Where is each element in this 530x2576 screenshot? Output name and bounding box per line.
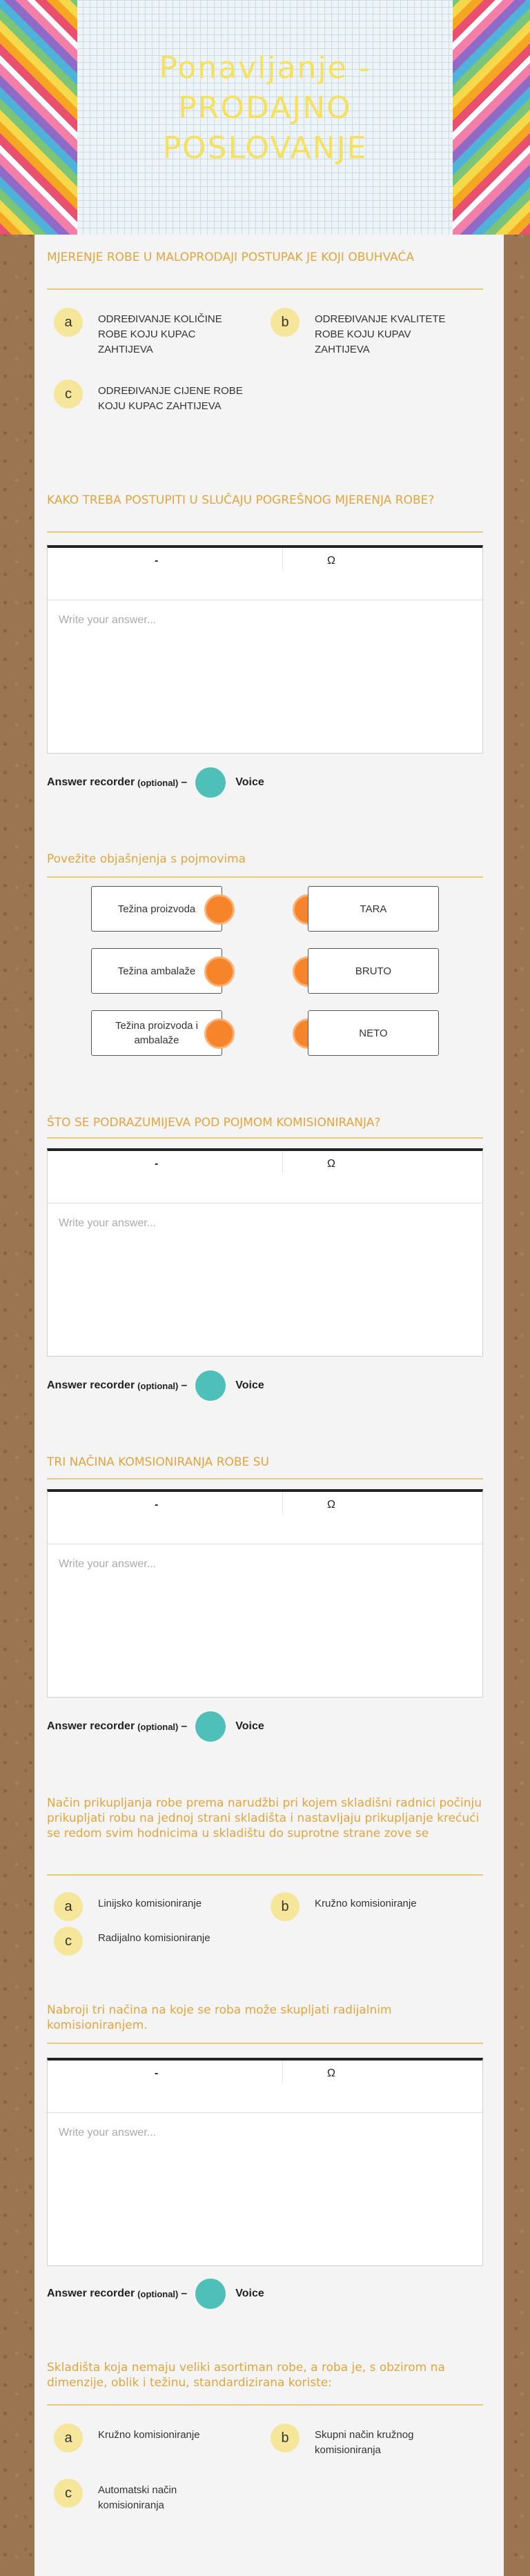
option-text: Kružno komisioniranje [315, 1898, 417, 1909]
option-text: Skupni način kružnog komisioniranja [315, 2429, 414, 2456]
match-left-1-dot[interactable] [204, 894, 235, 925]
option-letter-b: b [271, 1892, 300, 1921]
recorder-optional: (optional) [137, 777, 179, 788]
question-7-answer-recorder [47, 2279, 264, 2309]
question-6-option-a[interactable] [54, 1896, 243, 1921]
answer-placeholder: Write your answer... [59, 2127, 157, 2139]
answer-placeholder: Write your answer... [59, 1558, 157, 1570]
match-right-3[interactable] [308, 1010, 439, 1056]
toolbar-dash-button[interactable]: - [155, 555, 159, 567]
question-4-divider [47, 1137, 483, 1139]
question-5-answer-box[interactable] [47, 1489, 483, 1698]
recorder-label: Answer recorder [47, 776, 135, 788]
chevron-pattern-left [0, 0, 77, 235]
question-4-title: ŠTO SE PODRAZUMIJEVA POD POJMOM KOMISIONIRANJA? [47, 1116, 381, 1130]
record-button[interactable] [195, 1711, 226, 1742]
record-button[interactable] [195, 767, 226, 798]
editor-toolbar [48, 1151, 482, 1203]
option-letter-a: a [54, 308, 83, 337]
toolbar-dash-button[interactable]: - [155, 1499, 159, 1511]
toolbar-dash-button[interactable]: - [155, 2067, 159, 2079]
editor-toolbar [48, 1492, 482, 1544]
option-letter-c: c [54, 1927, 83, 1956]
recorder-dash: – [181, 776, 188, 788]
option-letter-b: b [271, 2423, 300, 2452]
question-6-title: Način prikupljanja robe prema narudžbi pri kojem skladišni radnici počinju prikupljati robu na jednoj strani skladišta i nastavljaju prikupljanje krećući se redom svim hodnicima u skladištu do suprotne strane zove se [47, 1796, 482, 1840]
match-right-1-text: TARA [360, 903, 387, 915]
question-5-answer-recorder [47, 1711, 264, 1742]
recorder-dash: – [181, 2288, 188, 2299]
option-text: Linijsko komisioniranje [98, 1898, 202, 1909]
answer-placeholder: Write your answer... [59, 1217, 157, 1229]
question-8-option-a[interactable] [54, 2428, 243, 2452]
editor-toolbar [48, 2061, 482, 2113]
voice-label: Voice [235, 776, 264, 788]
match-right-1[interactable] [308, 886, 439, 932]
editor-toolbar [48, 548, 482, 600]
question-6-option-b[interactable] [271, 1896, 460, 1921]
omega-icon[interactable]: Ω [327, 1158, 335, 1170]
question-4-answer-recorder [47, 1370, 264, 1401]
option-letter-b: b [271, 308, 300, 337]
question-7-title: Nabroji tri načina na koje se roba može skupljati radijalnim komisioniranjem. [47, 2003, 392, 2032]
recorder-label: Answer recorder [47, 1379, 135, 1391]
question-2-answer-box[interactable] [47, 545, 483, 754]
match-right-3-text: NETO [359, 1027, 388, 1039]
option-text: ODREĐIVANJE KVALITETE ROBE KOJU KUPAV ZAHTIJEVA [315, 313, 446, 355]
question-7-answer-box[interactable] [47, 2058, 483, 2266]
match-left-3-dot[interactable] [204, 1019, 235, 1049]
question-2-title: KAKO TREBA POSTUPITI U SLUČAJU POGREŠNOG MJERENJA ROBE? [47, 493, 435, 507]
option-text: Kružno komisioniranje [98, 2429, 200, 2441]
chevron-pattern-right [453, 0, 530, 235]
match-left-1-text: Težina proizvoda [117, 903, 196, 915]
question-1-divider [47, 288, 483, 290]
voice-label: Voice [235, 1720, 264, 1732]
question-8-option-b[interactable] [271, 2428, 460, 2458]
omega-icon[interactable]: Ω [327, 1499, 335, 1511]
omega-icon[interactable]: Ω [327, 2067, 335, 2079]
question-1-option-a[interactable] [54, 312, 243, 357]
option-letter-a: a [54, 2423, 83, 2452]
recorder-label: Answer recorder [47, 2288, 135, 2299]
question-1-option-b[interactable] [271, 312, 460, 357]
option-text: Radijalno komisioniranje [98, 1932, 210, 1944]
match-left-3-text: Težina proizvoda i ambalaže [115, 1020, 199, 1046]
option-text: ODREĐIVANJE CIJENE ROBE KOJU KUPAC ZAHTIJEVA [98, 385, 243, 412]
recorder-optional: (optional) [137, 2288, 179, 2299]
header-banner [0, 0, 530, 235]
question-5-title: TRI NAČINA KOMSIONIRANJA ROBE SU [47, 1455, 269, 1469]
match-right-2-text: BRUTO [355, 965, 392, 977]
option-letter-c: c [54, 2479, 83, 2508]
voice-label: Voice [235, 1379, 264, 1391]
page-title: Ponavljanje - PRODAJNO POSLOVANJE [159, 50, 371, 166]
question-7-divider [47, 2043, 483, 2044]
record-button[interactable] [195, 1370, 226, 1401]
match-left-3[interactable] [91, 1010, 222, 1056]
match-left-2-dot[interactable] [204, 956, 235, 987]
recorder-label: Answer recorder [47, 1720, 135, 1732]
option-letter-c: c [54, 380, 83, 409]
recorder-optional: (optional) [137, 1721, 179, 1732]
answer-placeholder: Write your answer... [59, 614, 157, 626]
question-4-answer-box[interactable] [47, 1148, 483, 1357]
recorder-optional: (optional) [137, 1380, 179, 1391]
match-left-2-text: Težina ambalaže [117, 965, 196, 977]
omega-icon[interactable]: Ω [327, 555, 335, 567]
question-2-divider [47, 531, 483, 533]
question-1-option-c[interactable] [54, 384, 243, 414]
question-3-title: Povežite objašnjenja s pojmovima [47, 852, 246, 866]
recorder-dash: – [181, 1720, 188, 1732]
recorder-dash: – [181, 1379, 188, 1391]
match-left-1[interactable] [91, 886, 222, 932]
option-text: Automatski način komisioniranja [98, 2484, 177, 2511]
question-3-divider [47, 876, 483, 878]
toolbar-dash-button[interactable]: - [155, 1158, 159, 1170]
match-left-2[interactable] [91, 948, 222, 994]
question-8-title: Skladišta koja nemaju veliki asortiman robe, a roba je, s obzirom na dimenzije, oblik i težinu, standardizirana koriste: [47, 2361, 445, 2390]
question-6-divider [47, 1874, 483, 1876]
question-6-option-c[interactable] [54, 1931, 243, 1956]
question-2-answer-recorder [47, 767, 264, 798]
voice-label: Voice [235, 2288, 264, 2299]
record-button[interactable] [195, 2279, 226, 2309]
question-8-option-c[interactable] [54, 2483, 243, 2513]
question-5-divider [47, 1478, 483, 1479]
match-right-2[interactable] [308, 948, 439, 994]
question-8-divider [47, 2404, 483, 2406]
option-letter-a: a [54, 1892, 83, 1921]
option-text: ODREĐIVANJE KOLIČINE ROBE KOJU KUPAC ZAHTIJEVA [98, 313, 222, 355]
question-1-title: MJERENJE ROBE U MALOPRODAJI POSTUPAK JE KOJI OBUHVAĆA [47, 250, 414, 264]
